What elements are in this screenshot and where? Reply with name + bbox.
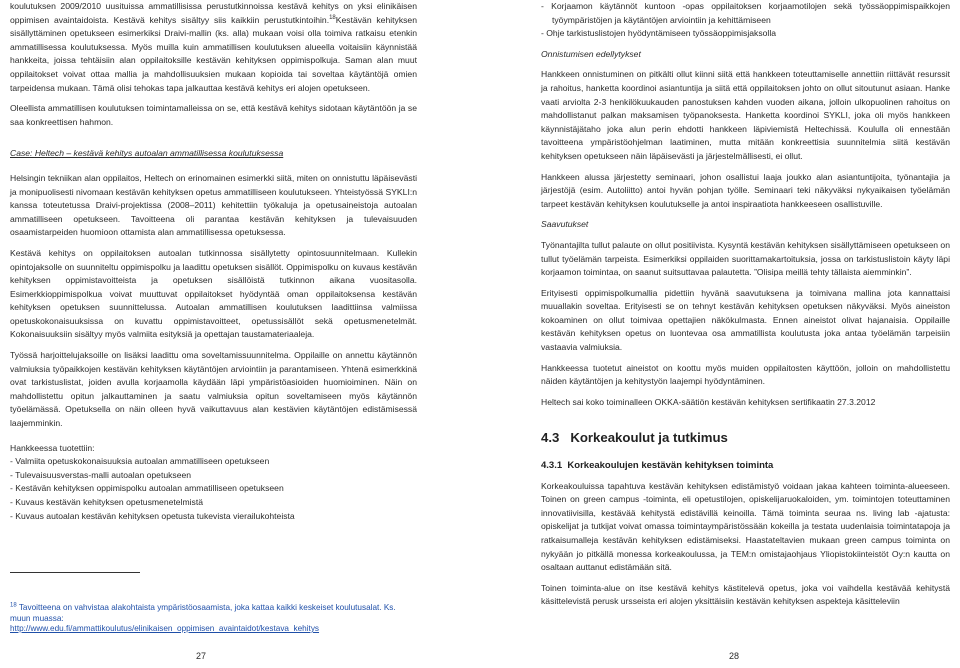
products-title: Hankkeessa tuotettiin:	[10, 442, 95, 453]
success-paragraph-1: Hankkeen onnistuminen on pitkälti ollut kiinni siitä että hankkeen toteuttamiselle annettiin riittävät resurssit ja rahoitus, hanketta koordinoi asiantuntija ja siitä että oppilaitoksen johto on ollut sitoutunut asiaan. Hanke vaati arviolta 2-3 henkilökuukauden panostuksen kahden vuoden aikana, jolloin ulkopuolinen rahoitus on mahdollistanut palkan maksamisen työpanoksesta. Hanketta koordinoi SYKLI, joka oli myös hankkeen käynnistäjätaho joka alun perin ehdotti hankkeen läpiviemistä Heltechissä. Koululla oli ennestään tavoitteena ympäristöohjelman laatiminen, mutta mitään konkreettisia suunnitelmia siitä kestävän kehityksen opetukseen näin läpäisevästi ja järjestelmällisesti, ei ollut.	[541, 69, 950, 161]
results-paragraph-1: Työnantajilta tullut palaute on ollut positiivista. Kysyntä kestävän kehityksen sisällyttämiseen opetukseen on tullut työelämän tarpeista. Esimerkiksi oppilaiden suorittamakartoituksia, jossa on tarkistuslistoin käyty läpi korjaamon toimintaa, on saanut suitsuttavaa palautetta. ”Olisipa meillä tehty tällaista aiemminkin”.	[541, 239, 950, 278]
results-paragraph-3: Hankkeessa tuotetut aineistot on koottu myös muiden oppilaitosten käyttöön, jolloin on mahdollistettu näiden käytäntöjen ja kehitystyön laajempi hyödyntäminen.	[541, 362, 950, 387]
page-number-left: 27	[196, 651, 207, 661]
left-column	[10, 0, 417, 523]
subsection-heading: 4.3.1 Korkeakoulujen kestävän kehityksen toiminta	[541, 460, 774, 472]
list-item: - Korjaamon käytännöt kuntoon -opas oppilaitoksen korjaamotilojen sekä työssäoppimispaikkojen työympäristöjen ja käytäntöjen arviointiin ja kehittämiseen	[541, 1, 950, 25]
body-paragraph-1: Korkeakouluissa tapahtuva kestävän kehityksen edistämistyö voidaan jakaa kahteen toiminta-alueeseen. Toinen on green campus -toiminta, eli opetustilojen, opiskelijaruokaloiden, ym. toimintojen toteuttaminen innovatiivisilla, kestävää kehitystä edistävillä keinoilla. Tämä toiminta seuraa ns. living lab -ajatusta: opiskelijat ja tutkijat voivat omassa toimintaympäristössään kokeilla ja testata uudenlaisia toimintatapoja ja ratkaisumalleja kestävän kehityksen edistämiseksi. Haastateltavien mukaan green campus toiminta on nykyään jo pitkällä monessa korkeakoulussa, ja TEM:n omistajaohjaus Yliopistokiinteistöt Oy:n kautta on osaltaan auttanut edistämään sitä.	[541, 480, 950, 573]
case-title: Case: Heltech – kestävä kehitys autoalan ammatillisessa koulutuksessa	[10, 148, 284, 159]
top-bullets	[541, 0, 950, 41]
intro-paragraph-2: Oleellista ammatillisen koulutuksen toimintamalleissa on se, että kestävä kehitys sidotaan käytäntöön ja se saa konkreettisen hahmon.	[10, 103, 417, 127]
list-item: - Kuvaus kestävän kehityksen opetusmenetelmistä	[10, 497, 203, 507]
success-title: Onnistumisen edellytykset	[541, 48, 641, 59]
results-paragraph-4: Heltech sai koko toiminalleen OKKA-säätiön kestävän kehityksen sertifikaatin 27.3.2012	[541, 396, 876, 407]
products-list	[10, 455, 417, 523]
footnote-text: Tavoitteena on vahvistaa alakohtaista ympäristöosaamista, joka kattaa kaikki keskeiset koulutusalat. Ks. muun muassa:	[10, 603, 396, 623]
list-item: - Ohje tarkistuslistojen hyödyntämiseen työssäoppimisjaksolla	[541, 28, 777, 39]
results-paragraph-2: Erityisesti oppimispolkumallia pidettiin hyvänä saavutuksena ja toimivana mallina jota kannattaisi muuallakin soveltaa. Erityisesti se on tehnyt kestävän kehityksen opetuksen näkyväksi. Myös aineiston kokoaminen on ollut toimivaa opettajien näkökulmasta. Ennen aineistot olivat hajanaisia. Oppilaille kestävän kehityksen opetus on luontevaa osa ammatillista koulutusta joka antaa työelämän tarpeisiin vastaavia valmiuksia.	[541, 287, 950, 353]
section-heading: 4.3 Korkeakoulut ja tutkimus	[541, 430, 728, 446]
results-title: Saavutukset	[541, 219, 589, 230]
case-paragraph-3: Työssä harjoittelujaksoille on lisäksi laadittu oma soveltamissuunnitelma. Oppilaille on annettu käytännön valmiuksia työpaikkojen kestävän kehityksen käytäntöjen arviointiin ja parantamiseen. Yhtenä esimerkkinä ovat tarkistuslistat, joiden avulla korjaamolla käydään läpi ympäristöasioiden huomioiminen. Näin on mahdollistettu opitun jalkauttaminen ja saatu valmiuksia opitun soveltamiseen myös käytännön työelämässä. Opetuksella on näin olleen hyvä vaikuttavuus alan kestävien käytäntöjen edistämisessä laajemminkin.	[10, 350, 417, 429]
right-column	[541, 0, 950, 609]
list-item: - Kuvaus autoalan kestävän kehityksen opetusta tukevista vierailukohteista	[10, 510, 295, 521]
list-item: - Tulevaisuusverstas-malli autoalan opetukseen	[10, 469, 192, 480]
case-paragraph-2: Kestävä kehitys on oppilaitoksen autoalan tutkinnossa sisällytetty opintosuunnitelmaan. Kullekin opintojaksolle on suunniteltu oppimispolku ja laadittu opetuksen sisällöt. Oppimispolku on kuvaus kestävän kehityksen oppimistavoitteista ja opetuksen sisällöistä tutkinnon aikana vuositasolla. Esimerkkioppimispolkua voivat muuttuvat oppilaitokset hyödyntää oman oppilaitoksensa kestävän kehityksen opetuksen suunnittelussa. Autoalan ammatillisen koulutuksen laadittiinsa valmiissa opetuskokonaisuuksissa on kuvattu oppimistavoitteet, opetussisällöt sekä opetusmenetelmät. Kokonaisuuksiin sisältyy myös valmiita esityksiä ja opettajan taustamateriaaleja.	[10, 247, 417, 340]
footnote-link[interactable]: http://www.edu.fi/ammattikoulutus/elinikaisen_oppimisen_avaintaidot/kestava_kehitys	[10, 624, 320, 634]
body-paragraph-2: Toinen toiminta-alue on itse kestävä kehitys kästitelevä opetus, joka voi vaihdella kestävää kehitystä käsittelevistä perusk ursseista eri alojen yksittäisiin kestävän kehityksen aspekteja käsitteleviin	[541, 582, 950, 607]
case-paragraph-1: Helsingin tekniikan alan oppilaitos, Heltech on erinomainen esimerkki siitä, miten on onnistuttu läpäisevästi ja monipuolisesti nivomaan kestävän kehityksen opetus ammatilliseen koulutukseen. Yhteistyössä SYKLI:n kanssa toteutetussa Draivi-projektissa (2008–2011) kehitettiin työkaluja ja opetusaineistoja autoalan ammatilliseen opetukseen. Tavoitteena oli parantaa kestävän kehityksen ja tulevaisuuden osaamistarpeiden huomioon ottamista alan ammatillisessa opetuksessa.	[10, 172, 417, 238]
page-number-right: 28	[729, 651, 740, 661]
list-item: - Valmiita opetuskokonaisuuksia autoalan ammatilliseen opetukseen	[10, 456, 270, 467]
footnote-number: 18	[10, 602, 17, 609]
success-paragraph-2: Hankkeen alussa järjestetty seminaari, johon osallistui laaja joukko alan asiantuntijoita, työnantajia ja järjestöjä (esim. Autoliitto) antoi hyvän pohjan työlle. Seminaari teki näkyväksi nykyaikaisen työelämän tarpeet kestävän kehityksen koulutukselle ja antoi inspiraatiota hankkeeseen osallistuville.	[541, 171, 950, 209]
footnote-divider	[10, 572, 140, 573]
footnote	[10, 603, 417, 635]
footnote-ref[interactable]: 18	[329, 14, 336, 21]
list-item: - Kestävän kehityksen oppimispolku autoalan ammatilliseen opetukseen	[10, 483, 284, 494]
intro-paragraph-1: koulutuksen 2009/2010 uusituissa ammatillisissa perustutkinnoissa kestävä kehitys on yksi elinikäisen oppimisen avaintaidoista. Kestävä kehitys sisältyy siis kaikkiin perustutkintoihin.$^{18}$Kestävän kehityksen sisällyttäminen opetukseen esimerkiksi Draivi-mallin (ks. alla) mukaan voisi olla toimiva ratkaisu etenkin ammatillisessa koulutuksessa. Myös muilla kuin ammatillisen koulutuksen alueella voitaisiin käynnistää hankkeita, joissa tehtäisiin alan oppilaitoksille kestävän kehityksen oppimispolkuja. Saman alan muut oppilaitokset voivat ottaa mallia ja mahdollisuuksien mukaan kopioida tai soveltaa käytäntöjä omien tarpeidensa mukaan. Tämä olisi tehokas tapa jalkauttaa kestävä kehitys eri alojen opetukseen.	[10, 1, 417, 93]
